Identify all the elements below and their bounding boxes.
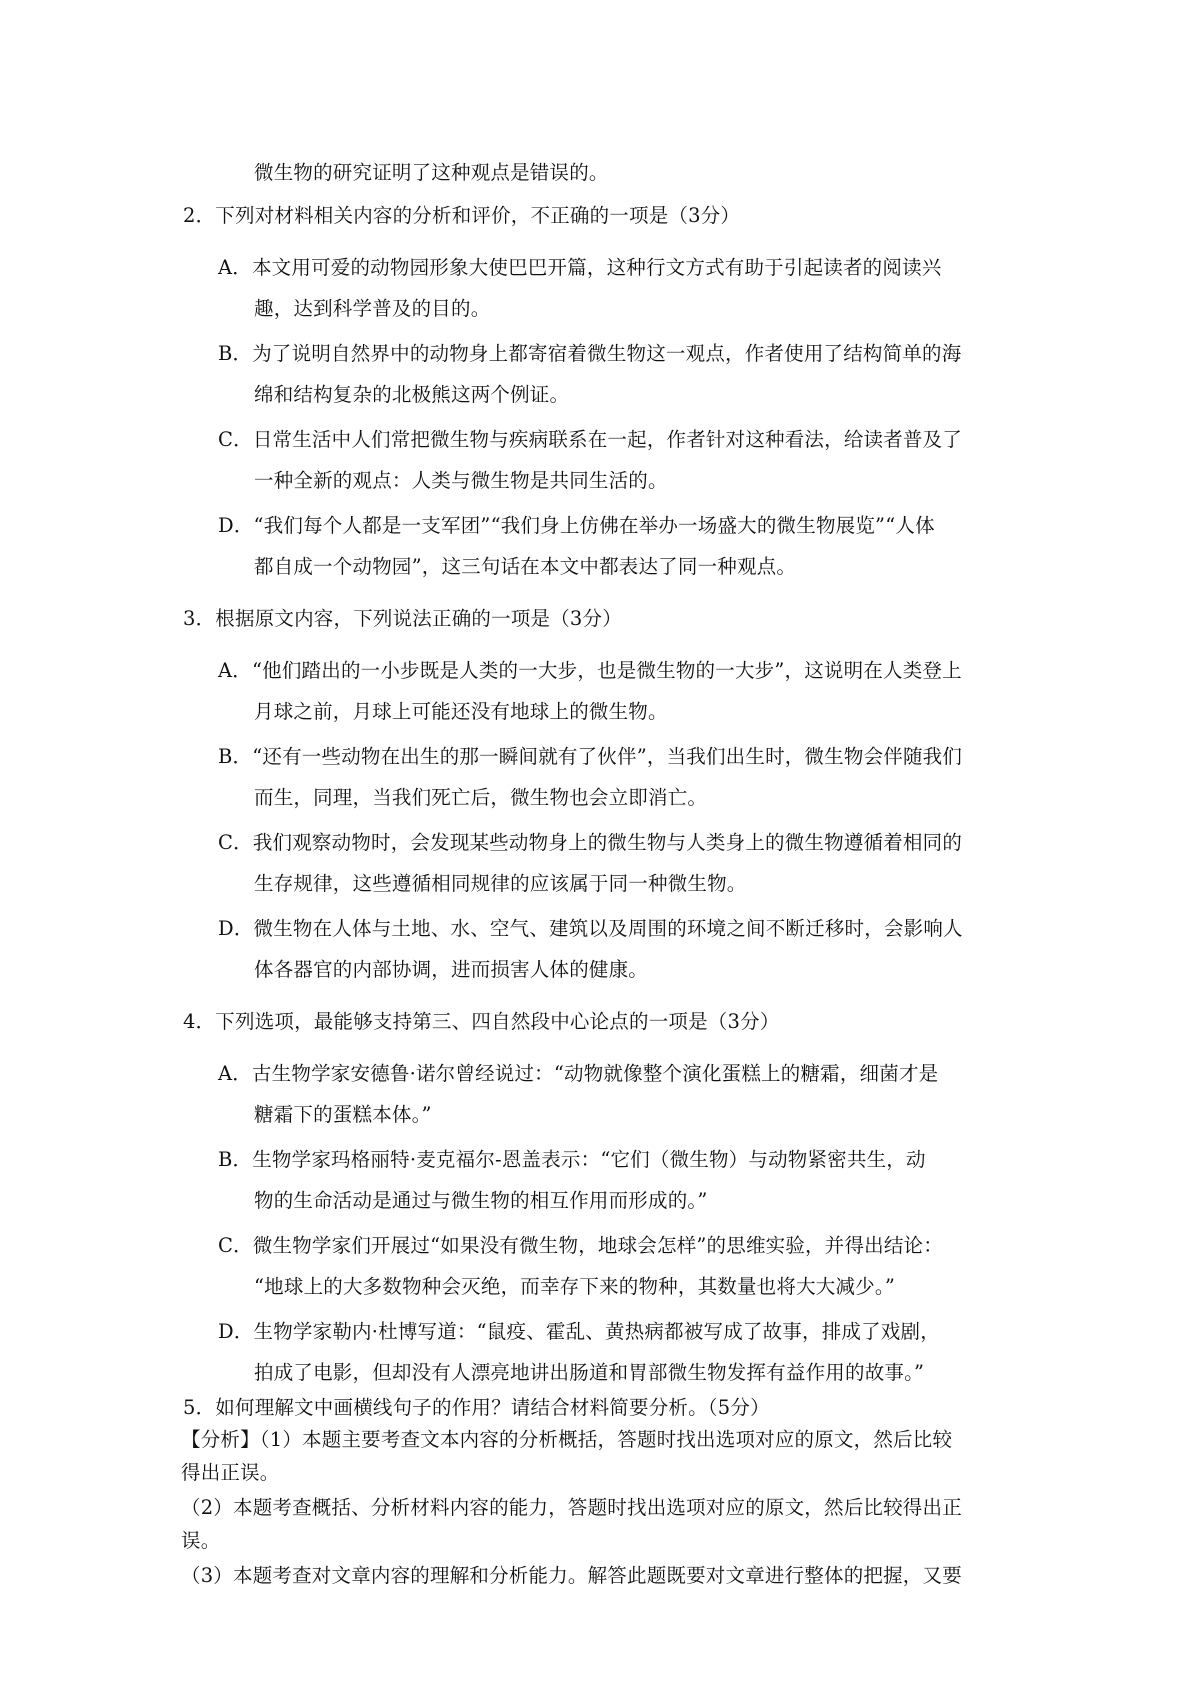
q4-option-a-line1: A．古生物学家安德鲁·诺尔曾经说过：“动物就像整个演化蛋糕上的糖霜，细菌才是 — [218, 1062, 939, 1085]
q4-option-d-line1: D．生物学家勒内·杜博写道：“鼠疫、霍乱、黄热病都被写成了故事，排成了戏剧， — [218, 1320, 940, 1343]
q2-option-d-line1: D．“我们每个人都是一支军团”“我们身上仿佛在举办一场盛大的微生物展览”“人体 — [218, 514, 935, 537]
q4-option-b-line2: 物的生命活动是通过与微生物的相互作用而形成的。” — [254, 1189, 708, 1212]
q2-option-c-line1: C．日常生活中人们常把微生物与疾病联系在一起，作者针对这种看法，给读者普及了 — [218, 428, 963, 451]
q2-option-b-line2: 绵和结构复杂的北极熊这两个例证。 — [254, 383, 570, 406]
q3-option-c-line1: C．我们观察动物时，会发现某些动物身上的微生物与人类身上的微生物遵循着相同的 — [218, 831, 963, 854]
q4-option-a-line2: 糖霜下的蛋糕本体。” — [254, 1103, 432, 1126]
q3-option-a-line1: A．“他们踏出的一小步既是人类的一大步，也是微生物的一大步”，这说明在人类登上 — [218, 659, 962, 682]
q3-option-d-line1: D．微生物在人体与土地、水、空气、建筑以及周围的环境之间不断迁移时，会影响人 — [218, 917, 963, 940]
analysis-p2-line2: 误。 — [181, 1529, 221, 1552]
q3-option-c-line2: 生存规律，这些遵循相同规律的应该属于同一种微生物。 — [254, 872, 747, 895]
q3-option-d-line2: 体各器官的内部协调，进而损害人体的健康。 — [254, 958, 649, 981]
question-2-stem: 2．下列对材料相关内容的分析和评价，不正确的一项是（3分） — [183, 204, 741, 227]
q4-option-c-line2: “地球上的大多数物种会灭绝，而幸存下来的物种，其数量也将大大减少。” — [254, 1275, 895, 1298]
q2-option-b-line1: B．为了说明自然界中的动物身上都寄宿着微生物这一观点，作者使用了结构简单的海 — [218, 342, 962, 365]
q4-option-b-line1: B．生物学家玛格丽特·麦克福尔-恩盖表示：“它们（微生物）与动物紧密共生，动 — [218, 1148, 926, 1171]
analysis-p1-line2: 得出正误。 — [181, 1461, 280, 1484]
intro-tail-line: 微生物的研究证明了这种观点是错误的。 — [254, 161, 609, 184]
q4-option-d-line2: 拍成了电影，但却没有人漂亮地讲出肠道和胃部微生物发挥有益作用的故事。” — [254, 1361, 925, 1384]
q2-option-c-line2: 一种全新的观点：人类与微生物是共同生活的。 — [254, 469, 668, 492]
q4-option-c-line1: C．微生物学家们开展过“如果没有微生物，地球会怎样”的思维实验，并得出结论： — [218, 1234, 943, 1257]
q2-option-a-line2: 趣，达到科学普及的目的。 — [254, 297, 491, 320]
q2-option-d-line2: 都自成一个动物园”，这三句话在本文中都表达了同一种观点。 — [254, 555, 797, 578]
q3-option-b-line1: B．“还有一些动物在出生的那一瞬间就有了伙伴”，当我们出生时，微生物会伴随我们 — [218, 745, 963, 768]
question-4-stem: 4．下列选项，最能够支持第三、四自然段中心论点的一项是（3分） — [183, 1010, 780, 1033]
analysis-p1-line1: 【分析】（1）本题主要考查文本内容的分析概括，答题时找出选项对应的原文，然后比较 — [181, 1428, 953, 1451]
question-3-stem: 3．根据原文内容，下列说法正确的一项是（3分） — [183, 607, 622, 630]
q3-option-a-line2: 月球之前，月球上可能还没有地球上的微生物。 — [254, 700, 668, 723]
q2-option-a-line1: A．本文用可爱的动物园形象大使巴巴开篇，这种行文方式有助于引起读者的阅读兴 — [218, 256, 942, 279]
analysis-p2-line1: （2）本题考查概括、分析材料内容的能力，答题时找出选项对应的原文，然后比较得出正 — [181, 1496, 962, 1519]
question-5-stem: 5．如何理解文中画横线句子的作用？请结合材料简要分析。（5分） — [183, 1396, 770, 1419]
analysis-p3-line1: （3）本题考查对文章内容的理解和分析能力。解答此题既要对文章进行整体的把握，又要 — [181, 1564, 962, 1587]
q3-option-b-line2: 而生，同理，当我们死亡后，微生物也会立即消亡。 — [254, 786, 708, 809]
